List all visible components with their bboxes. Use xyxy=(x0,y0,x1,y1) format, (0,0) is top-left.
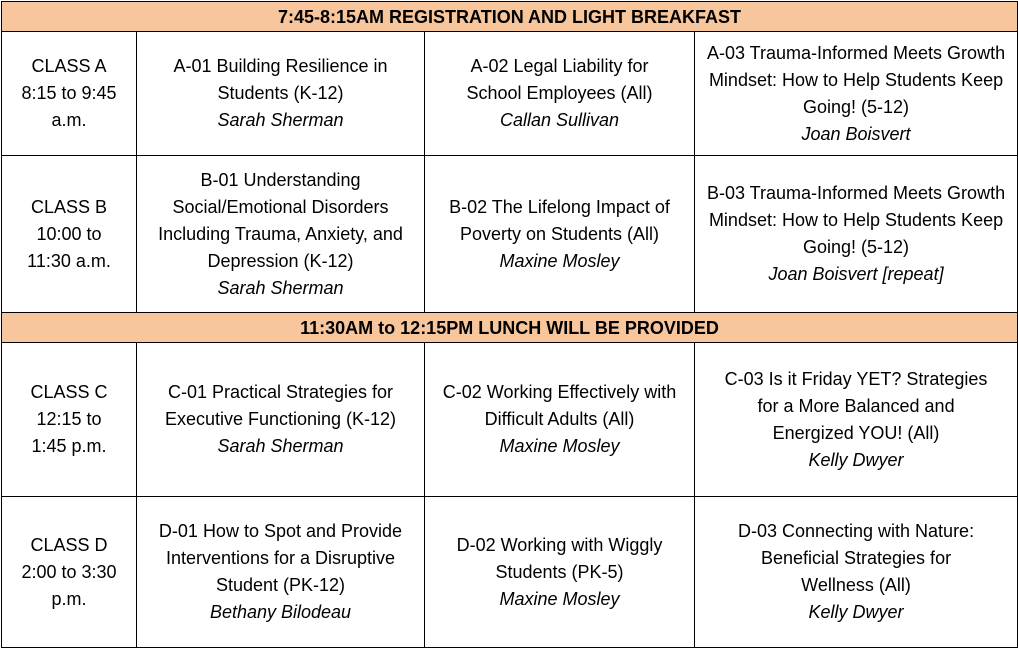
session-presenter: Kelly Dwyer xyxy=(808,449,904,470)
session-presenter: Joan Boisvert xyxy=(801,123,911,144)
class-label-c xyxy=(2,343,137,497)
class-label-line: 10:00 to xyxy=(36,223,102,244)
class-label-b xyxy=(2,156,137,313)
class-row-c xyxy=(2,343,1018,497)
session-c-01 xyxy=(137,343,425,497)
session-a-03 xyxy=(695,32,1018,156)
session-d-01 xyxy=(137,497,425,648)
class-label-line: 1:45 p.m. xyxy=(31,436,107,456)
class-label-line: CLASS C xyxy=(30,382,108,402)
session-presenter: Bethany Bilodeau xyxy=(209,602,352,622)
class-label-a xyxy=(2,32,137,156)
session-title: B-02 The Lifelong Impact of Poverty on Students (All) xyxy=(449,196,670,244)
class-label-line: 12:15 to xyxy=(36,409,102,429)
session-presenter: Maxine Mosley xyxy=(499,250,620,271)
class-label-d xyxy=(2,497,137,648)
session-d-03 xyxy=(695,497,1018,648)
lunch-banner-row xyxy=(2,313,1018,343)
session-title: C-03 Is it Friday YET? Strategies for a More Balanced and Energized YOU! (All) xyxy=(724,368,988,443)
lunch-banner: 11:30AM to 12:15PM LUNCH WILL BE PROVIDED xyxy=(2,313,1018,343)
session-presenter: Sarah Sherman xyxy=(217,436,344,456)
session-c-03 xyxy=(695,343,1018,497)
session-b-03 xyxy=(695,156,1018,313)
session-presenter: Sarah Sherman xyxy=(217,110,344,130)
registration-banner: 7:45-8:15AM REGISTRATION AND LIGHT BREAKFAST xyxy=(2,2,1018,32)
session-title: A-01 Building Resilience in Students (K-12) xyxy=(173,56,388,103)
session-title: B-03 Trauma-Informed Meets Growth Mindset: How to Help Students Keep Going! (5-12) xyxy=(706,183,1006,257)
schedule-table xyxy=(1,1,1018,648)
class-label-line: CLASS B xyxy=(30,196,108,217)
session-presenter: Maxine Mosley xyxy=(499,436,620,456)
class-label-line: p.m. xyxy=(51,588,87,609)
class-row-a xyxy=(2,32,1018,156)
session-presenter: Maxine Mosley xyxy=(499,588,620,609)
session-c-02 xyxy=(425,343,695,497)
session-a-01 xyxy=(137,32,425,156)
session-title: A-02 Legal Liability for School Employees (All) xyxy=(466,56,653,103)
session-presenter: Callan Sullivan xyxy=(499,110,620,130)
session-presenter: Joan Boisvert [repeat] xyxy=(768,264,944,284)
class-row-b xyxy=(2,156,1018,313)
class-row-d xyxy=(2,497,1018,648)
class-label-line: 8:15 to 9:45 xyxy=(21,83,117,103)
session-b-01 xyxy=(137,156,425,313)
session-presenter: Sarah Sherman xyxy=(217,277,344,298)
class-label-line: CLASS A xyxy=(31,56,107,76)
session-d-02 xyxy=(425,497,695,648)
session-title: C-01 Practical Strategies for Executive Functioning (K-12) xyxy=(164,382,397,429)
session-title: A-03 Trauma-Informed Meets Growth Mindset: How to Help Students Keep Going! (5-12) xyxy=(706,42,1006,117)
session-presenter: Kelly Dwyer xyxy=(808,602,904,622)
session-title: D-02 Working with Wiggly Students (PK-5) xyxy=(456,534,663,582)
session-title: C-02 Working Effectively with Difficult Adults (All) xyxy=(442,382,677,429)
class-label-line: a.m. xyxy=(51,110,87,130)
session-b-02 xyxy=(425,156,695,313)
session-title: D-01 How to Spot and Provide Interventions for a Disruptive Student (PK-12) xyxy=(158,521,403,595)
class-label-line: CLASS D xyxy=(30,534,108,555)
session-title: D-03 Connecting with Nature: Beneficial Strategies for Wellness (All) xyxy=(737,521,975,595)
session-a-02 xyxy=(425,32,695,156)
registration-banner-row xyxy=(2,2,1018,32)
class-label-line: 11:30 a.m. xyxy=(27,250,111,271)
class-label-line: 2:00 to 3:30 xyxy=(21,561,117,582)
session-title: B-01 Understanding Social/Emotional Disorders Including Trauma, Anxiety, and Depression (K-12) xyxy=(158,169,403,271)
